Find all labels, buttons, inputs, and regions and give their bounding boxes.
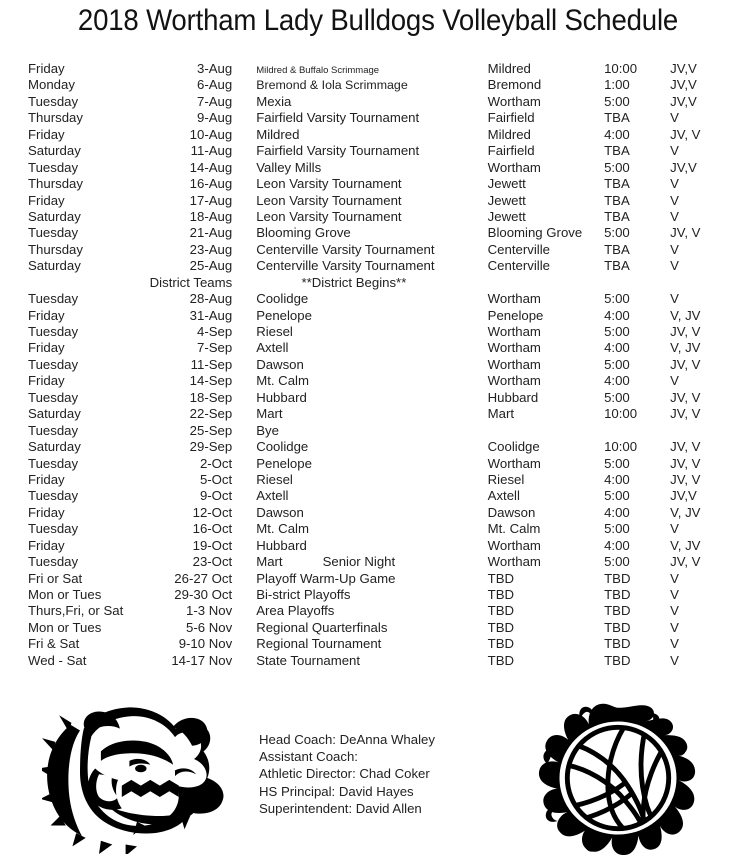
schedule-site: Axtell [487, 488, 520, 504]
schedule-table [0, 62, 756, 670]
schedule-time: TBD [604, 652, 631, 668]
schedule-day: Friday [28, 471, 65, 487]
schedule-level: JV, V [670, 126, 701, 142]
schedule-level: V, JV [670, 340, 701, 356]
schedule-time: 5:00 [604, 521, 630, 537]
schedule-time: 5:00 [604, 356, 630, 372]
schedule-date: 14-Aug [189, 159, 233, 175]
schedule-date: 12-Oct [192, 504, 233, 520]
schedule-level: JV,V [670, 488, 697, 504]
schedule-site: Wortham [487, 554, 541, 570]
schedule-opponent: Mt. Calm [256, 373, 309, 389]
schedule-day: Thursday [28, 110, 83, 126]
table-row [0, 555, 756, 571]
schedule-day: Tuesday [28, 225, 79, 241]
schedule-day: Tuesday [28, 159, 79, 175]
schedule-level: V [670, 143, 679, 159]
schedule-site: Wortham [487, 159, 541, 175]
schedule-site: Wortham [487, 340, 541, 356]
page-title: 2018 Wortham Lady Bulldogs Volleyball Schedule [77, 4, 679, 37]
schedule-time: 4:00 [604, 307, 630, 323]
table-row [0, 177, 756, 193]
schedule-day: Mon or Tues [28, 619, 102, 635]
schedule-time: 5:00 [604, 159, 630, 175]
schedule-level: V [670, 521, 679, 537]
schedule-level: JV, V [670, 225, 701, 241]
schedule-time: 10:00 [604, 439, 638, 455]
schedule-level: V [670, 570, 679, 586]
schedule-date: 25-Sep [189, 422, 233, 438]
district-teams-label: District Teams [149, 274, 233, 290]
schedule-time: 5:00 [604, 455, 630, 471]
schedule-opponent: Dawson [256, 356, 304, 372]
schedule-opponent: Bremond & Iola Scrimmage [256, 78, 408, 93]
schedule-date: 4-Sep [197, 324, 233, 339]
table-row [0, 522, 756, 538]
schedule-day: Saturday [28, 258, 81, 274]
schedule-time: 5:00 [604, 225, 630, 241]
schedule-level: JV, V [670, 324, 701, 339]
schedule-site: Jewett [487, 208, 526, 224]
schedule-day: Tuesday [28, 93, 79, 109]
schedule-date: 6-Aug [197, 77, 233, 93]
schedule-site: Centerville [487, 241, 550, 257]
schedule-time: 4:00 [604, 340, 630, 356]
schedule-level: V [670, 373, 679, 389]
schedule-level [660, 424, 756, 440]
table-row [0, 604, 756, 620]
schedule-time: 10:00 [604, 406, 638, 422]
schedule-day: Thursday [28, 241, 83, 257]
schedule-day: Friday [28, 373, 65, 389]
table-row [0, 95, 756, 111]
schedule-opponent: Riesel [256, 324, 293, 339]
schedule-time: TBD [604, 636, 631, 652]
schedule-date: 5-6 Nov [186, 619, 233, 635]
schedule-day: Friday [28, 126, 65, 142]
schedule-time: TBA [604, 241, 630, 257]
schedule-date: 9-Oct [199, 488, 233, 504]
schedule-time: 4:00 [604, 126, 630, 142]
table-row [0, 144, 756, 160]
schedule-date: 11-Aug [190, 143, 233, 159]
schedule-opponent: Regional Tournament [256, 636, 382, 652]
schedule-site: Fairfield [487, 143, 535, 159]
schedule-time: TBA [604, 110, 630, 126]
schedule-site: Wortham [487, 455, 541, 471]
schedule-time: TBA [604, 176, 630, 192]
table-row [0, 457, 756, 473]
schedule-date: 1-3 Nov [186, 603, 233, 619]
schedule-date: 14-17 Nov [171, 652, 233, 668]
schedule-time: 1:00 [604, 77, 630, 93]
schedule-date: 26-27 Oct [174, 570, 233, 586]
schedule-time: 4:00 [604, 471, 630, 487]
schedule-level: JV, V [670, 356, 701, 372]
schedule-day: Tuesday [28, 488, 79, 504]
schedule-level: JV,V [670, 159, 697, 175]
table-row [0, 111, 756, 127]
schedule-level: V [670, 258, 679, 274]
schedule-day: Fri & Sat [28, 636, 80, 652]
schedule-day: Tuesday [28, 422, 79, 438]
schedule-day: Friday [28, 192, 65, 208]
schedule-time [596, 424, 660, 440]
schedule-time: TBD [604, 587, 631, 602]
schedule-level: V [670, 619, 679, 635]
schedule-date: 29-30 Oct [174, 587, 233, 602]
table-row [0, 621, 756, 637]
schedule-site: Bremond [487, 77, 542, 93]
schedule-day: Tuesday [28, 521, 79, 537]
schedule-time: 5:00 [604, 488, 630, 504]
schedule-day: Saturday [28, 439, 81, 455]
schedule-day: Tuesday [28, 389, 79, 405]
schedule-day: Friday [28, 307, 65, 323]
schedule-level: JV, V [670, 439, 701, 455]
schedule-site: Coolidge [487, 439, 540, 455]
schedule-date: 16-Oct [192, 521, 233, 537]
schedule-day: Thursday [28, 176, 83, 192]
schedule-site: Jewett [487, 192, 526, 208]
schedule-level: V, JV [670, 537, 701, 553]
staff-line: Assistant Coach: [259, 749, 358, 765]
schedule-date: 25-Aug [189, 258, 233, 274]
schedule-site: Mt. Calm [487, 521, 541, 537]
schedule-site: Wortham [487, 356, 541, 372]
schedule-level: V [670, 192, 679, 208]
schedule-date: 11-Sep [190, 356, 233, 372]
schedule-date: 17-Aug [189, 192, 233, 208]
schedule-empty-cell [660, 276, 756, 292]
schedule-level: V [670, 603, 679, 619]
schedule-opponent: Mt. Calm [256, 521, 309, 537]
schedule-level: JV, V [670, 554, 701, 570]
schedule-level: V [670, 652, 679, 668]
schedule-day: Tuesday [28, 291, 79, 307]
schedule-day: Saturday [28, 208, 81, 224]
schedule-site: Hubbard [487, 389, 539, 405]
schedule-day: Wed - Sat [28, 652, 87, 668]
table-row [0, 424, 756, 440]
schedule-day: Tuesday [28, 324, 79, 339]
table-row [0, 309, 756, 325]
schedule-site: Penelope [487, 307, 544, 323]
schedule-time: 5:00 [604, 554, 630, 570]
schedule-opponent: Centerville Varsity Tournament [256, 241, 435, 257]
schedule-empty-cell [596, 276, 660, 292]
schedule-level: V [670, 176, 679, 192]
schedule-site: Centerville [487, 258, 550, 274]
schedule-day [0, 276, 132, 292]
schedule-opponent: Coolidge [256, 291, 309, 307]
schedule-site: TBD [487, 570, 515, 586]
schedule-date: 3-Aug [197, 61, 233, 76]
schedule-site: TBD [487, 587, 515, 602]
table-row [0, 210, 756, 226]
schedule-site: Riesel [487, 471, 525, 487]
schedule-level: JV,V [670, 77, 697, 93]
schedule-opponent: Penelope [256, 455, 312, 471]
schedule-opponent: Leon Varsity Tournament [256, 176, 402, 192]
schedule-day: Friday [28, 537, 65, 553]
table-row [0, 325, 756, 341]
schedule-date: 7-Sep [197, 340, 233, 356]
schedule-site [476, 424, 596, 440]
schedule-opponent: Mart [256, 406, 283, 422]
schedule-day: Monday [28, 77, 75, 93]
schedule-level: JV, V [670, 406, 701, 422]
schedule-opponent: Fairfield Varsity Tournament [256, 110, 420, 126]
schedule-opponent: State Tournament [256, 652, 361, 668]
staff-line: Head Coach: DeAnna Whaley [259, 732, 435, 747]
senior-night-note: Senior Night [322, 554, 396, 570]
staff-line: Athletic Director: Chad Coker [259, 766, 430, 782]
district-begins-label: **District Begins** [301, 274, 407, 290]
schedule-opponent: Riesel [256, 471, 293, 487]
schedule-date: 28-Aug [189, 291, 233, 307]
schedule-day: Saturday [28, 406, 81, 422]
schedule-date: 18-Aug [189, 208, 233, 224]
schedule-day: Tuesday [28, 455, 79, 471]
schedule-opponent: Blooming Grove [256, 225, 351, 241]
schedule-site: TBD [487, 603, 515, 619]
table-row [0, 506, 756, 522]
schedule-time: TBA [604, 143, 630, 159]
schedule-date: 5-Oct [199, 471, 233, 487]
schedule-level: V [670, 241, 679, 257]
schedule-time: 4:00 [604, 504, 630, 520]
table-row [0, 161, 756, 177]
schedule-time: 5:00 [604, 389, 630, 405]
schedule-opponent: Centerville Varsity Tournament [256, 258, 435, 274]
district-divider-row [0, 276, 756, 292]
schedule-level: JV,V [670, 93, 697, 109]
table-row [0, 358, 756, 374]
staff-line: Superintendent: David Allen [259, 800, 422, 816]
schedule-site: TBD [487, 636, 515, 652]
schedule-time: TBA [604, 258, 630, 274]
schedule-date: 14-Sep [189, 373, 233, 389]
schedule-opponent: Leon Varsity Tournament [256, 192, 402, 208]
schedule-date: 29-Sep [189, 439, 233, 455]
table-row [0, 78, 756, 94]
schedule-time: 5:00 [604, 324, 630, 339]
schedule-site: Fairfield [487, 110, 535, 126]
schedule-site: Dawson [487, 504, 536, 520]
schedule-opponent: Area Playoffs [256, 603, 335, 619]
schedule-opponent: Fairfield Varsity Tournament [256, 143, 420, 159]
schedule-opponent: Mildred [256, 126, 300, 142]
schedule-site: Wortham [487, 537, 541, 553]
schedule-opponent: Bye [256, 422, 279, 438]
schedule-level: V, JV [670, 504, 701, 520]
staff-list [259, 731, 435, 817]
schedule-date: 19-Oct [192, 537, 233, 553]
table-row [0, 588, 756, 604]
schedule-day: Friday [28, 340, 65, 356]
schedule-date: 9-10 Nov [178, 636, 233, 652]
schedule-opponent-name: Mart [256, 554, 283, 570]
schedule-day: Saturday [28, 143, 81, 159]
volleyball-tribal-logo [528, 700, 708, 856]
schedule-time: TBD [604, 570, 631, 586]
schedule-date: 9-Aug [197, 110, 233, 126]
schedule-site: Blooming Grove [487, 225, 583, 241]
table-row [0, 62, 756, 78]
table-row [0, 292, 756, 308]
table-row [0, 341, 756, 357]
schedule-opponent: Hubbard [256, 389, 307, 405]
schedule-opponent: Axtell [256, 340, 289, 356]
schedule-opponent: Valley Mills [256, 159, 322, 175]
table-row [0, 259, 756, 275]
schedule-date: 16-Aug [189, 176, 233, 192]
schedule-site: TBD [487, 652, 515, 668]
schedule-site: Wortham [487, 291, 541, 307]
table-row [0, 243, 756, 259]
table-row [0, 489, 756, 505]
schedule-date: 21-Aug [189, 225, 233, 241]
schedule-site: Wortham [487, 373, 541, 389]
bulldog-mascot-logo [42, 702, 232, 854]
table-row [0, 637, 756, 653]
schedule-level: V [670, 587, 679, 602]
schedule-date: 7-Aug [197, 93, 233, 109]
schedule-level: JV, V [670, 455, 701, 471]
schedule-time: 4:00 [604, 537, 630, 553]
schedule-time: TBA [604, 192, 630, 208]
schedule-date: 18-Sep [189, 389, 233, 405]
schedule-body [0, 62, 756, 670]
table-row [0, 407, 756, 423]
schedule-day: Thurs,Fri, or Sat [28, 603, 124, 619]
table-row [0, 572, 756, 588]
schedule-opponent: Bi-strict Playoffs [256, 587, 351, 602]
schedule-site: Wortham [487, 324, 541, 339]
schedule-level: JV, V [670, 389, 701, 405]
schedule-time: 5:00 [604, 93, 630, 109]
table-row [0, 440, 756, 456]
table-row [0, 374, 756, 390]
schedule-opponent: Regional Quarterfinals [256, 619, 388, 635]
schedule-day: Friday [28, 61, 65, 76]
schedule-opponent: Playoff Warm-Up Game [256, 570, 396, 586]
schedule-time: 4:00 [604, 373, 630, 389]
schedule-level: JV, V [670, 471, 701, 487]
schedule-day: Tuesday [28, 356, 79, 372]
schedule-site: Wortham [487, 93, 541, 109]
schedule-opponent: Leon Varsity Tournament [256, 208, 402, 224]
table-row [0, 194, 756, 210]
table-row [0, 539, 756, 555]
table-row [0, 226, 756, 242]
schedule-opponent: Axtell [256, 488, 289, 504]
schedule-empty-cell [476, 276, 596, 292]
table-row [0, 473, 756, 489]
schedule-level: V [670, 208, 679, 224]
table-row [0, 391, 756, 407]
schedule-site: Mildred [487, 126, 531, 142]
schedule-site: Jewett [487, 176, 526, 192]
schedule-level: V [670, 636, 679, 652]
schedule-level: V, JV [670, 307, 701, 323]
schedule-site: Mart [487, 406, 515, 422]
schedule-opponent: Penelope [256, 307, 312, 323]
schedule-level: V [670, 291, 679, 307]
schedule-opponent: Hubbard [256, 537, 307, 553]
table-row [0, 654, 756, 670]
staff-line: HS Principal: David Hayes [259, 783, 414, 799]
schedule-opponent: Coolidge [256, 439, 309, 455]
schedule-day: Fri or Sat [28, 570, 83, 586]
schedule-date: 22-Sep [189, 406, 233, 422]
schedule-date: 2-Oct [199, 455, 233, 471]
table-row [0, 128, 756, 144]
schedule-day: Friday [28, 504, 65, 520]
schedule-time: 10:00 [604, 61, 638, 76]
schedule-level: V [670, 110, 679, 126]
schedule-time: TBA [604, 208, 630, 224]
schedule-site: Mildred [487, 61, 531, 76]
schedule-day: Tuesday [28, 554, 79, 570]
schedule-date: 23-Oct [192, 554, 233, 570]
schedule-date: 31-Aug [189, 307, 233, 323]
schedule-time: 5:00 [604, 291, 630, 307]
schedule-opponent: Mexia [256, 93, 292, 109]
schedule-date: 10-Aug [189, 126, 233, 142]
schedule-time: TBD [604, 603, 631, 619]
schedule-level: JV,V [670, 61, 697, 76]
schedule-day: Mon or Tues [28, 587, 102, 602]
schedule-date: 23-Aug [189, 241, 233, 257]
schedule-opponent: Mildred & Buffalo Scrimmage [256, 65, 380, 76]
schedule-opponent: Dawson [256, 504, 304, 520]
schedule-opponent [232, 555, 475, 571]
schedule-time: TBD [604, 619, 631, 635]
schedule-site: TBD [487, 619, 515, 635]
